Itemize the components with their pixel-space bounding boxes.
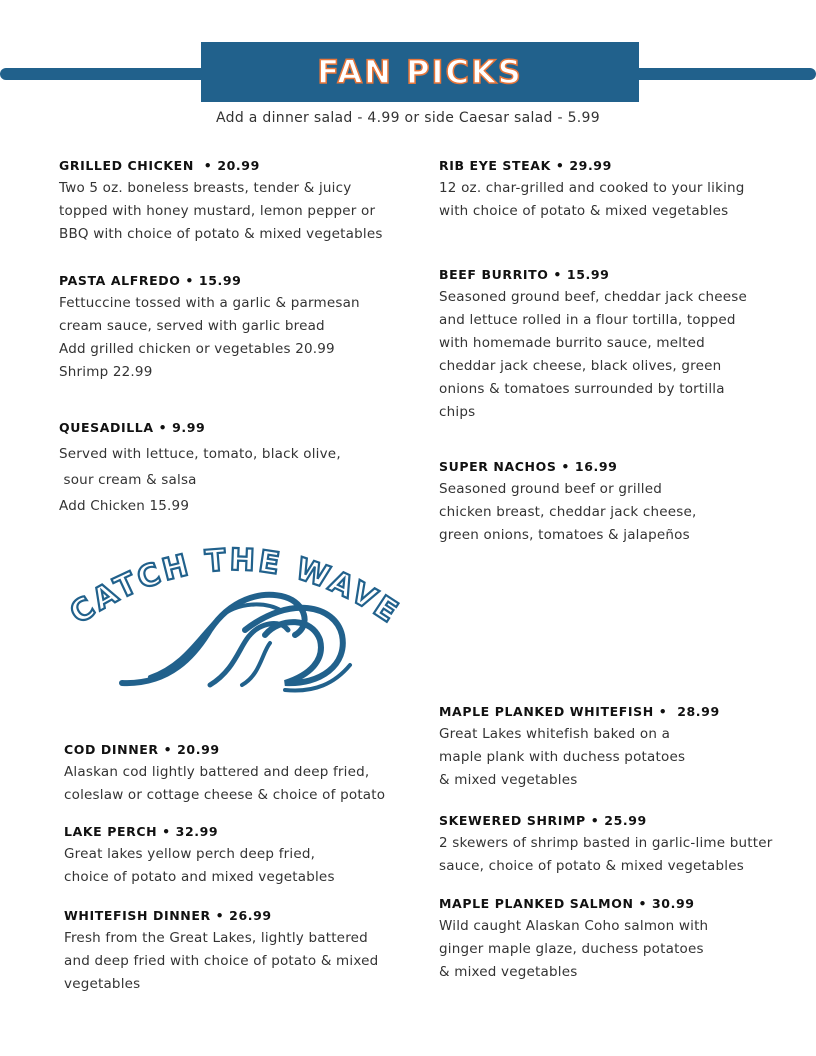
menu-item-description: Wild caught Alaskan Coho salmon with bbox=[439, 918, 709, 934]
menu-item-description: vegetables bbox=[64, 976, 141, 992]
menu-item-description: Alaskan cod lightly battered and deep fried, bbox=[64, 764, 370, 780]
menu-item-title: COD DINNER • 20.99 bbox=[64, 742, 220, 757]
menu-item-description: & mixed vegetables bbox=[439, 964, 578, 980]
menu-item-description: coleslaw or cottage cheese & choice of potato bbox=[64, 787, 386, 803]
header-bar-left bbox=[0, 68, 205, 80]
menu-item-description: Two 5 oz. boneless breasts, tender & juicy bbox=[59, 180, 352, 196]
menu-item-description: Fettuccine tossed with a garlic & parmesan bbox=[59, 295, 360, 311]
menu-item-description: Add Chicken 15.99 bbox=[59, 498, 190, 514]
menu-item-description: cream sauce, served with garlic bread bbox=[59, 318, 325, 334]
menu-item-description: Great lakes yellow perch deep fried, bbox=[64, 846, 316, 862]
menu-item-description: Great Lakes whitefish baked on a bbox=[439, 726, 671, 742]
menu-item-whitefish-dinner bbox=[64, 908, 378, 996]
header-banner bbox=[201, 42, 639, 102]
menu-item-description: and deep fried with choice of potato & mixed bbox=[64, 953, 379, 969]
menu-item-description: choice of potato and mixed vegetables bbox=[64, 869, 335, 885]
menu-item-title: LAKE PERCH • 32.99 bbox=[64, 824, 219, 839]
menu-item-title: MAPLE PLANKED WHITEFISH • 28.99 bbox=[439, 704, 720, 719]
menu-item-description: Seasoned ground beef or grilled bbox=[439, 481, 662, 497]
menu-item-description: onions & tomatoes surrounded by tortilla bbox=[439, 381, 725, 397]
menu-item-super-nachos bbox=[439, 459, 696, 547]
menu-item-description: with choice of potato & mixed vegetables bbox=[439, 203, 729, 219]
header-bar-right bbox=[635, 68, 816, 80]
menu-item-lake-perch bbox=[64, 824, 335, 889]
menu-item-title: SUPER NACHOS • 16.99 bbox=[439, 459, 618, 474]
menu-item-description: chicken breast, cheddar jack cheese, bbox=[439, 504, 697, 520]
logo-text: CATCH THE WAVE bbox=[64, 542, 407, 632]
menu-item-quesadilla bbox=[59, 420, 341, 519]
menu-item-description: Shrimp 22.99 bbox=[59, 364, 153, 380]
menu-item-title: SKEWERED SHRIMP • 25.99 bbox=[439, 813, 647, 828]
menu-item-title: GRILLED CHICKEN • 20.99 bbox=[59, 158, 260, 173]
menu-item-description: Fresh from the Great Lakes, lightly battered bbox=[64, 930, 368, 946]
menu-item-description: sauce, choice of potato & mixed vegetables bbox=[439, 858, 744, 874]
menu-item-grilled-chicken bbox=[59, 158, 383, 246]
page-title: FAN PICKS bbox=[317, 53, 523, 91]
menu-item-title: QUESADILLA • 9.99 bbox=[59, 420, 206, 435]
salad-addon-note: Add a dinner salad - 4.99 or side Caesar salad - 5.99 bbox=[216, 110, 600, 126]
menu-item-title: BEEF BURRITO • 15.99 bbox=[439, 267, 610, 282]
menu-item-beef-burrito bbox=[439, 267, 747, 424]
catch-the-wave-logo bbox=[50, 535, 420, 705]
menu-item-description: & mixed vegetables bbox=[439, 772, 578, 788]
menu-item-description: ginger maple glaze, duchess potatoes bbox=[439, 941, 704, 957]
ocean-wave-icon bbox=[50, 535, 420, 705]
menu-item-skewered-shrimp bbox=[439, 813, 773, 878]
menu-item-maple-salmon bbox=[439, 896, 708, 984]
menu-item-rib-eye bbox=[439, 158, 745, 223]
menu-item-description: 12 oz. char-grilled and cooked to your liking bbox=[439, 180, 745, 196]
menu-item-description: Add grilled chicken or vegetables 20.99 bbox=[59, 341, 335, 357]
menu-item-pasta-alfredo bbox=[59, 273, 360, 384]
menu-item-cod-dinner bbox=[64, 742, 385, 807]
menu-item-description: topped with honey mustard, lemon pepper or bbox=[59, 203, 376, 219]
menu-item-description: chips bbox=[439, 404, 476, 420]
menu-item-maple-whitefish bbox=[439, 704, 720, 792]
menu-item-description: green onions, tomatoes & jalapeños bbox=[439, 527, 690, 543]
menu-item-title: PASTA ALFREDO • 15.99 bbox=[59, 273, 242, 288]
menu-item-description: BBQ with choice of potato & mixed vegetables bbox=[59, 226, 383, 242]
menu-item-title: MAPLE PLANKED SALMON • 30.99 bbox=[439, 896, 695, 911]
menu-item-description: and lettuce rolled in a flour tortilla, topped bbox=[439, 312, 736, 328]
menu-item-title: RIB EYE STEAK • 29.99 bbox=[439, 158, 612, 173]
menu-item-title: WHITEFISH DINNER • 26.99 bbox=[64, 908, 272, 923]
menu-item-description: Seasoned ground beef, cheddar jack cheese bbox=[439, 289, 747, 305]
menu-item-description: cheddar jack cheese, black olives, green bbox=[439, 358, 722, 374]
menu-item-description: 2 skewers of shrimp basted in garlic-lime butter bbox=[439, 835, 773, 851]
menu-item-description: maple plank with duchess potatoes bbox=[439, 749, 686, 765]
menu-item-description: with homemade burrito sauce, melted bbox=[439, 335, 705, 351]
menu-item-description: Served with lettuce, tomato, black olive, bbox=[59, 446, 341, 462]
menu-item-description: sour cream & salsa bbox=[59, 472, 197, 488]
